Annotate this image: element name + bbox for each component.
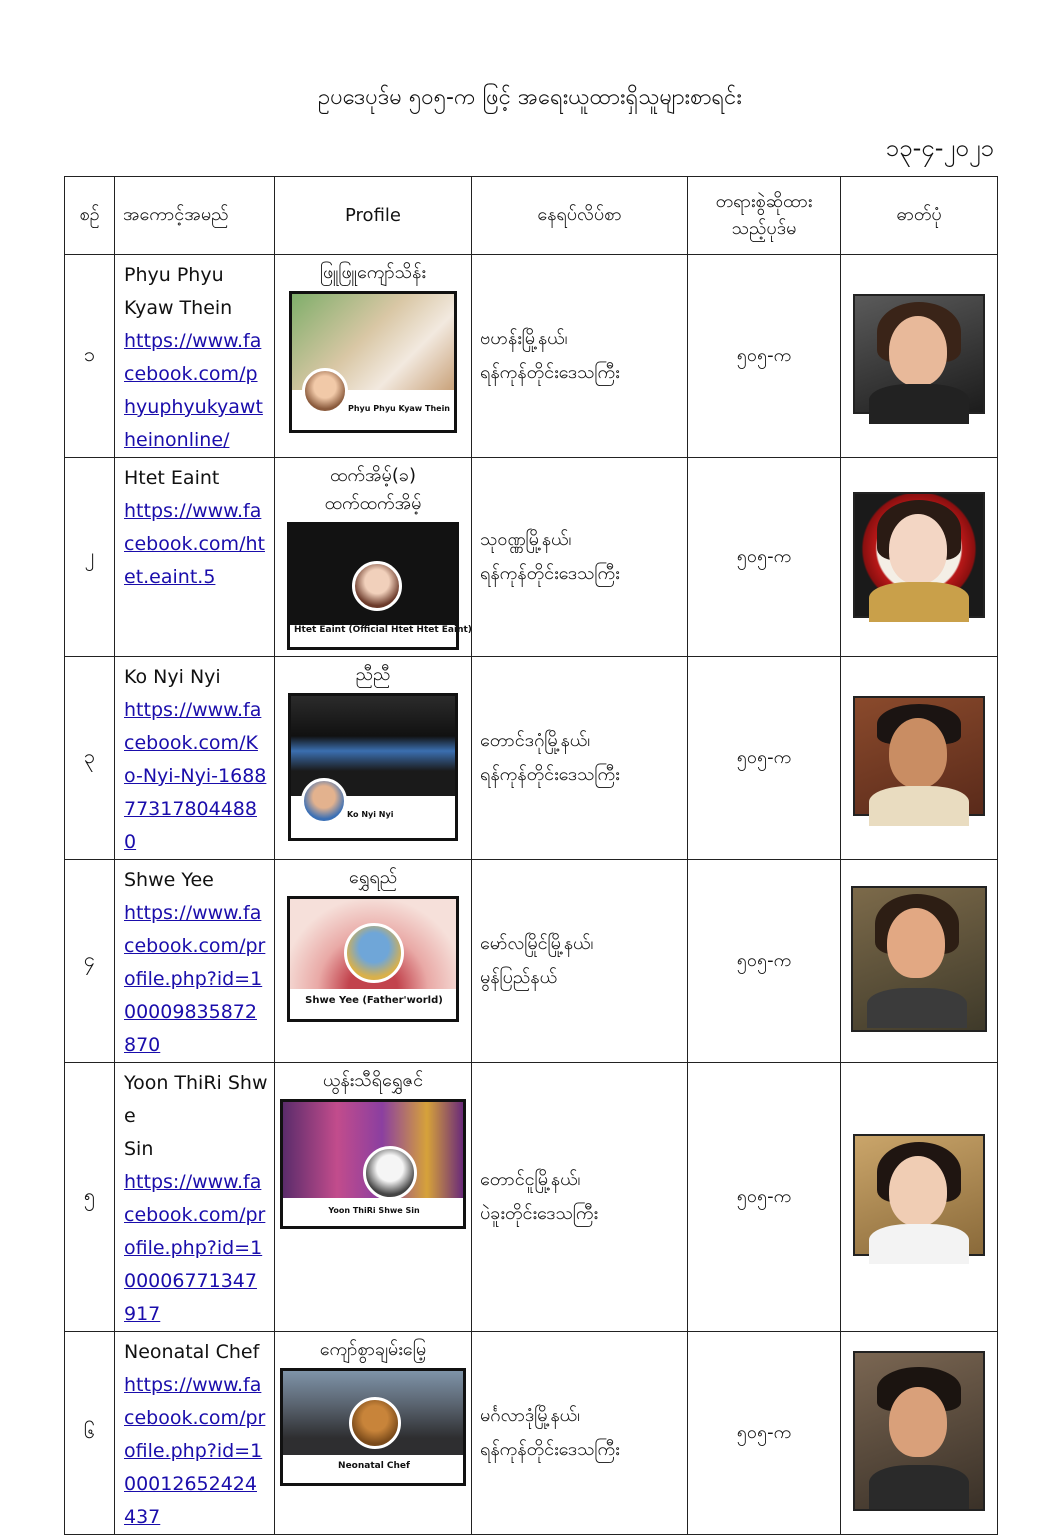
avatar — [344, 923, 404, 983]
row-number: ၄ — [65, 860, 115, 1063]
photo-body — [869, 582, 969, 622]
table-row — [65, 458, 998, 657]
table-row — [65, 1332, 998, 1535]
wanted-list-table — [64, 176, 998, 1535]
header-section — [688, 177, 841, 255]
document-date: ၁၃-၄-၂၀၂၁ — [885, 134, 994, 162]
profile-card-name: Yoon ThiRi Shwe Sin — [328, 1206, 420, 1215]
section-cell: ၅၀၅-က — [688, 458, 841, 657]
profile-label: ဖြူဖြူကျော်သိန်း — [320, 262, 426, 283]
address-cell — [472, 1063, 688, 1332]
facebook-link[interactable]: https://www.facebook.com/profile.php?id=100012652424437 — [124, 1374, 266, 1528]
document-title: ဥပဒေပုဒ်မ ၅၀၅-က ဖြင့် အရေးယူထားရှိသူများစာရင်း — [318, 85, 742, 110]
profile-screenshot — [280, 1099, 466, 1229]
account-name: Yoon ThiRi Shwe — [124, 1072, 268, 1127]
address-cell — [472, 1332, 688, 1535]
account-name: Shwe Yee — [124, 869, 214, 891]
address-township: မင်္ဂလာဒုံမြို့နယ်၊ — [480, 1405, 580, 1426]
header-account-name: အကောင့်အမည် — [115, 177, 275, 255]
profile-cell — [275, 657, 472, 860]
address-township: တောင်ငူမြို့နယ်၊ — [480, 1169, 581, 1190]
avatar — [302, 368, 348, 414]
person-photo — [853, 294, 985, 414]
photo-face — [889, 316, 947, 386]
profile-cell — [275, 1063, 472, 1332]
profile-screenshot — [289, 291, 457, 433]
header-section-line1: တရားစွဲဆိုထား — [715, 190, 813, 212]
photo-cell — [841, 657, 998, 860]
profile-cell — [275, 458, 472, 657]
photo-body — [869, 384, 969, 424]
profile-card-name: Htet Eaint (Official Htet Htet Eaint) — [294, 625, 472, 635]
profile-label-alias: ထက်ထက်အိမ့် — [324, 493, 422, 514]
facebook-link[interactable]: https://www.facebook.com/htet.eaint.5 — [124, 500, 265, 588]
table-row — [65, 255, 998, 458]
table-header-row — [65, 177, 998, 255]
facebook-link[interactable]: https://www.facebook.com/Ko-Nyi-Nyi-1688773178044880 — [124, 699, 267, 853]
address-cell — [472, 657, 688, 860]
row-number: ၂ — [65, 458, 115, 657]
row-number: ၅ — [65, 1063, 115, 1332]
person-photo — [851, 886, 987, 1032]
avatar — [352, 561, 402, 611]
account-name-cont: Sin — [124, 1138, 154, 1160]
photo-cell — [841, 1332, 998, 1535]
row-number: ၃ — [65, 657, 115, 860]
photo-face — [889, 718, 947, 788]
table-row — [65, 657, 998, 860]
table-row — [65, 1063, 998, 1332]
profile-label: ကျော်စွာချမ်းမြေ့ — [319, 1339, 427, 1360]
profile-card-name: Neonatal Chef — [338, 1461, 410, 1471]
address-township: မော်လမြိုင်မြို့နယ်၊ — [480, 933, 594, 954]
account-name-cont: Kyaw Thein — [124, 297, 233, 319]
photo-face — [887, 908, 945, 978]
address-region: ရန်ကုန်တိုင်းဒေသကြီး — [480, 563, 620, 584]
address-township: သုဝဏ္ဏမြို့နယ်၊ — [480, 529, 572, 550]
account-name-cell — [115, 255, 275, 458]
photo-cell — [841, 860, 998, 1063]
profile-label: ညီညီ — [355, 664, 391, 685]
row-number: ၁ — [65, 255, 115, 458]
profile-screenshot — [287, 522, 472, 650]
profile-screenshot — [288, 693, 458, 841]
photo-body — [867, 988, 967, 1028]
photo-cell — [841, 458, 998, 657]
address-region: ရန်ကုန်တိုင်းဒေသကြီး — [480, 1439, 620, 1460]
photo-body — [869, 786, 969, 826]
profile-screenshot — [287, 896, 459, 1022]
profile-card-name: Ko Nyi Nyi — [347, 810, 394, 819]
profile-label: ရွှေရည် — [348, 867, 398, 888]
facebook-link[interactable]: https://www.facebook.com/profile.php?id=100006771347917 — [124, 1171, 266, 1325]
address-region: ရန်ကုန်တိုင်းဒေသကြီး — [480, 362, 620, 383]
row-number: ၆ — [65, 1332, 115, 1535]
profile-cell — [275, 255, 472, 458]
address-cell — [472, 860, 688, 1063]
photo-cell — [841, 1063, 998, 1332]
account-name: Phyu Phyu — [124, 264, 224, 286]
photo-face — [889, 514, 947, 584]
account-name: Ko Nyi Nyi — [124, 666, 221, 688]
avatar — [349, 1397, 401, 1449]
address-cell — [472, 458, 688, 657]
address-region: မွန်ပြည်နယ် — [480, 967, 558, 988]
person-photo — [853, 492, 985, 618]
address-township: ဗဟန်းမြို့နယ်၊ — [480, 328, 568, 349]
person-photo — [853, 696, 985, 816]
header-section-line2: သည့်ပုဒ်မ — [731, 217, 797, 239]
account-name-cell — [115, 860, 275, 1063]
table-row — [65, 860, 998, 1063]
address-region: ပဲခူးတိုင်းဒေသကြီး — [480, 1203, 599, 1224]
avatar — [363, 1146, 417, 1200]
header-address: နေရပ်လိပ်စာ — [472, 177, 688, 255]
avatar — [301, 778, 347, 824]
section-cell: ၅၀၅-က — [688, 860, 841, 1063]
account-name-cell — [115, 657, 275, 860]
header-no: စဉ် — [65, 177, 115, 255]
address-region: ရန်ကုန်တိုင်းဒေသကြီး — [480, 764, 620, 785]
facebook-link[interactable]: https://www.facebook.com/profile.php?id=100009835872870 — [124, 902, 266, 1056]
photo-face — [889, 1387, 947, 1457]
person-photo — [853, 1134, 985, 1256]
account-name: Htet Eaint — [124, 467, 220, 489]
section-cell: ၅၀၅-က — [688, 255, 841, 458]
profile-card-name: Phyu Phyu Kyaw Thein — [348, 404, 450, 413]
address-township: တောင်ဒဂုံမြို့နယ်၊ — [480, 730, 591, 751]
profile-label: ထက်အိမ့်(ခ) — [330, 465, 416, 486]
account-name-cell — [115, 1063, 275, 1332]
person-photo — [853, 1351, 985, 1511]
facebook-link[interactable]: https://www.facebook.com/phyuphyukyawtheinonline/ — [124, 330, 263, 451]
photo-body — [869, 1224, 969, 1264]
address-cell — [472, 255, 688, 458]
account-name: Neonatal Chef — [124, 1341, 260, 1363]
profile-card-name: Shwe Yee (Father'world) — [305, 995, 443, 1006]
profile-cell — [275, 860, 472, 1063]
section-cell: ၅၀၅-က — [688, 1332, 841, 1535]
section-cell: ၅၀၅-က — [688, 657, 841, 860]
photo-cell — [841, 255, 998, 458]
profile-cell — [275, 1332, 472, 1535]
account-name-cell — [115, 458, 275, 657]
account-name-cell — [115, 1332, 275, 1535]
header-profile: Profile — [275, 177, 472, 255]
photo-face — [889, 1156, 947, 1226]
header-photo: ဓာတ်ပုံ — [841, 177, 998, 255]
profile-label: ယွန်းသီရိရွှေဇင် — [322, 1070, 424, 1091]
photo-body — [869, 1465, 969, 1509]
section-cell: ၅၀၅-က — [688, 1063, 841, 1332]
profile-screenshot — [280, 1368, 466, 1486]
